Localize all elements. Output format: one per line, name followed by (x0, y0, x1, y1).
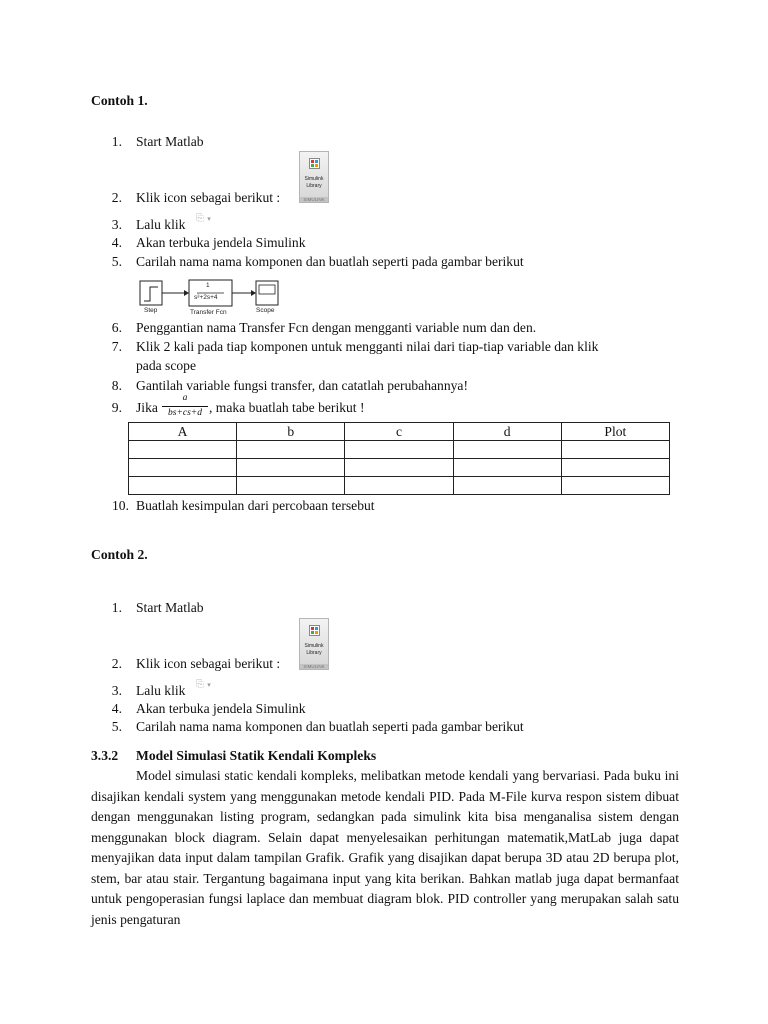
table-header: d (453, 423, 561, 441)
c1-step3-text: Lalu klik (136, 217, 186, 232)
c1-step2-text: Klik icon sebagai berikut : (136, 190, 281, 205)
c1-step7-text: Klik 2 kali pada tiap komponen untuk mengganti nilai dari tiap-tiap variable dan klik (136, 339, 599, 354)
c1-step2-number: 2. (111, 190, 122, 205)
c1-step7-continuation: pada scope (136, 358, 197, 373)
new-model-icon: ⎘ ▾ (196, 213, 211, 224)
fraction-numerator: a (182, 393, 188, 403)
new-model-icon: ⎘ ▾ (196, 679, 211, 690)
fraction-denominator: bs+cs+d (168, 408, 202, 418)
c2-step2-number: 2. (111, 656, 122, 671)
c1-step1-text: Start Matlab (136, 134, 204, 149)
table-row (129, 459, 670, 477)
simulink-library-icon: Simulink Library SIMULINK (299, 618, 329, 670)
c1-step5-text: Carilah nama nama komponen dan buatlah seperti pada gambar berikut (136, 254, 524, 269)
table-row (129, 441, 670, 459)
c2-step3-text: Lalu klik (136, 683, 186, 698)
scope-block-label: Scope (256, 307, 275, 314)
contoh2-heading: Contoh 2. (91, 547, 148, 562)
fraction-bar (162, 406, 208, 407)
c1-step9-suffix: , maka buatlah tabe berikut ! (209, 400, 365, 415)
simulink-block-diagram (139, 279, 284, 317)
c1-step3-number: 3. (111, 217, 122, 232)
c2-step1-text: Start Matlab (136, 600, 204, 615)
c2-step3-number: 3. (111, 683, 122, 698)
c2-step1-number: 1. (111, 600, 122, 615)
section-number: 3.3.2 (91, 748, 119, 763)
c1-step4-number: 4. (111, 235, 122, 250)
table-header: c (345, 423, 453, 441)
c2-step5-text: Carilah nama nama komponen dan buatlah seperti pada gambar berikut (136, 719, 524, 734)
c1-step5-number: 5. (111, 254, 122, 269)
simulink-library-icon: Simulink Library SIMULINK (299, 151, 329, 203)
c2-step2-text: Klik icon sebagai berikut : (136, 656, 281, 671)
step-block-label: Step (144, 307, 158, 314)
c1-step9-text: Jika (136, 400, 158, 415)
c1-step7-number: 7. (111, 339, 122, 354)
c1-step1-number: 1. (111, 134, 122, 149)
table-header: b (237, 423, 345, 441)
section-paragraph: Model simulasi static kendali kompleks, melibatkan metode kendali yang bervariasi. Pada buku ini disajikan kendali system yang menggunakan metode kendali PID. Pada M-File kurva respon sistem dibuat dengan menggunakan listing program, sedangkan pada simulink kita bisa menganalisa sistem dengan menggunakan block diagram. Selain dapat menyelesaikan perhitungan matematik,MatLab juga dapat menyajikan data input dalam tampilan Grafik. Grafik yang disajikan dapat berupa 3D atau 2D berupa plot, stem, bar atau stair. Tergantung bagaimana input yang kita berikan. Bahkan matlab juga dapat bermanfaat untuk pengoperasian fungsi laplace dan membuat diagram blok. PID controller yang merupakan salah satu jenis pengaturan (91, 768, 679, 927)
c2-step5-number: 5. (111, 719, 122, 734)
table-header: Plot (561, 423, 669, 441)
c2-step4-number: 4. (111, 701, 122, 716)
contoh1-heading: Contoh 1. (91, 93, 148, 108)
parameter-table (128, 422, 670, 495)
tf-numerator: 1 (206, 282, 210, 289)
c1-step8-text: Gantilah variable fungsi transfer, dan catatlah perubahannya! (136, 378, 468, 393)
c1-step4-text: Akan terbuka jendela Simulink (136, 235, 306, 250)
section-title: Model Simulasi Statik Kendali Kompleks (136, 748, 377, 763)
transfer-fcn-label: Transfer Fcn (190, 309, 227, 316)
table-header: A (129, 423, 237, 441)
tf-denominator: s²+2s+4 (194, 294, 218, 301)
c1-step6-text: Penggantian nama Transfer Fcn dengan mengganti variable num dan den. (136, 320, 537, 335)
c1-step9-number: 9. (111, 400, 122, 415)
table-header-row (129, 423, 670, 441)
c1-step10-number: 10. (112, 498, 129, 513)
c2-step4-text: Akan terbuka jendela Simulink (136, 701, 306, 716)
table-row (129, 477, 670, 495)
c1-step10-text: Buatlah kesimpulan dari percobaan tersebut (136, 498, 375, 513)
c1-step8-number: 8. (111, 378, 122, 393)
c1-step6-number: 6. (111, 320, 122, 335)
